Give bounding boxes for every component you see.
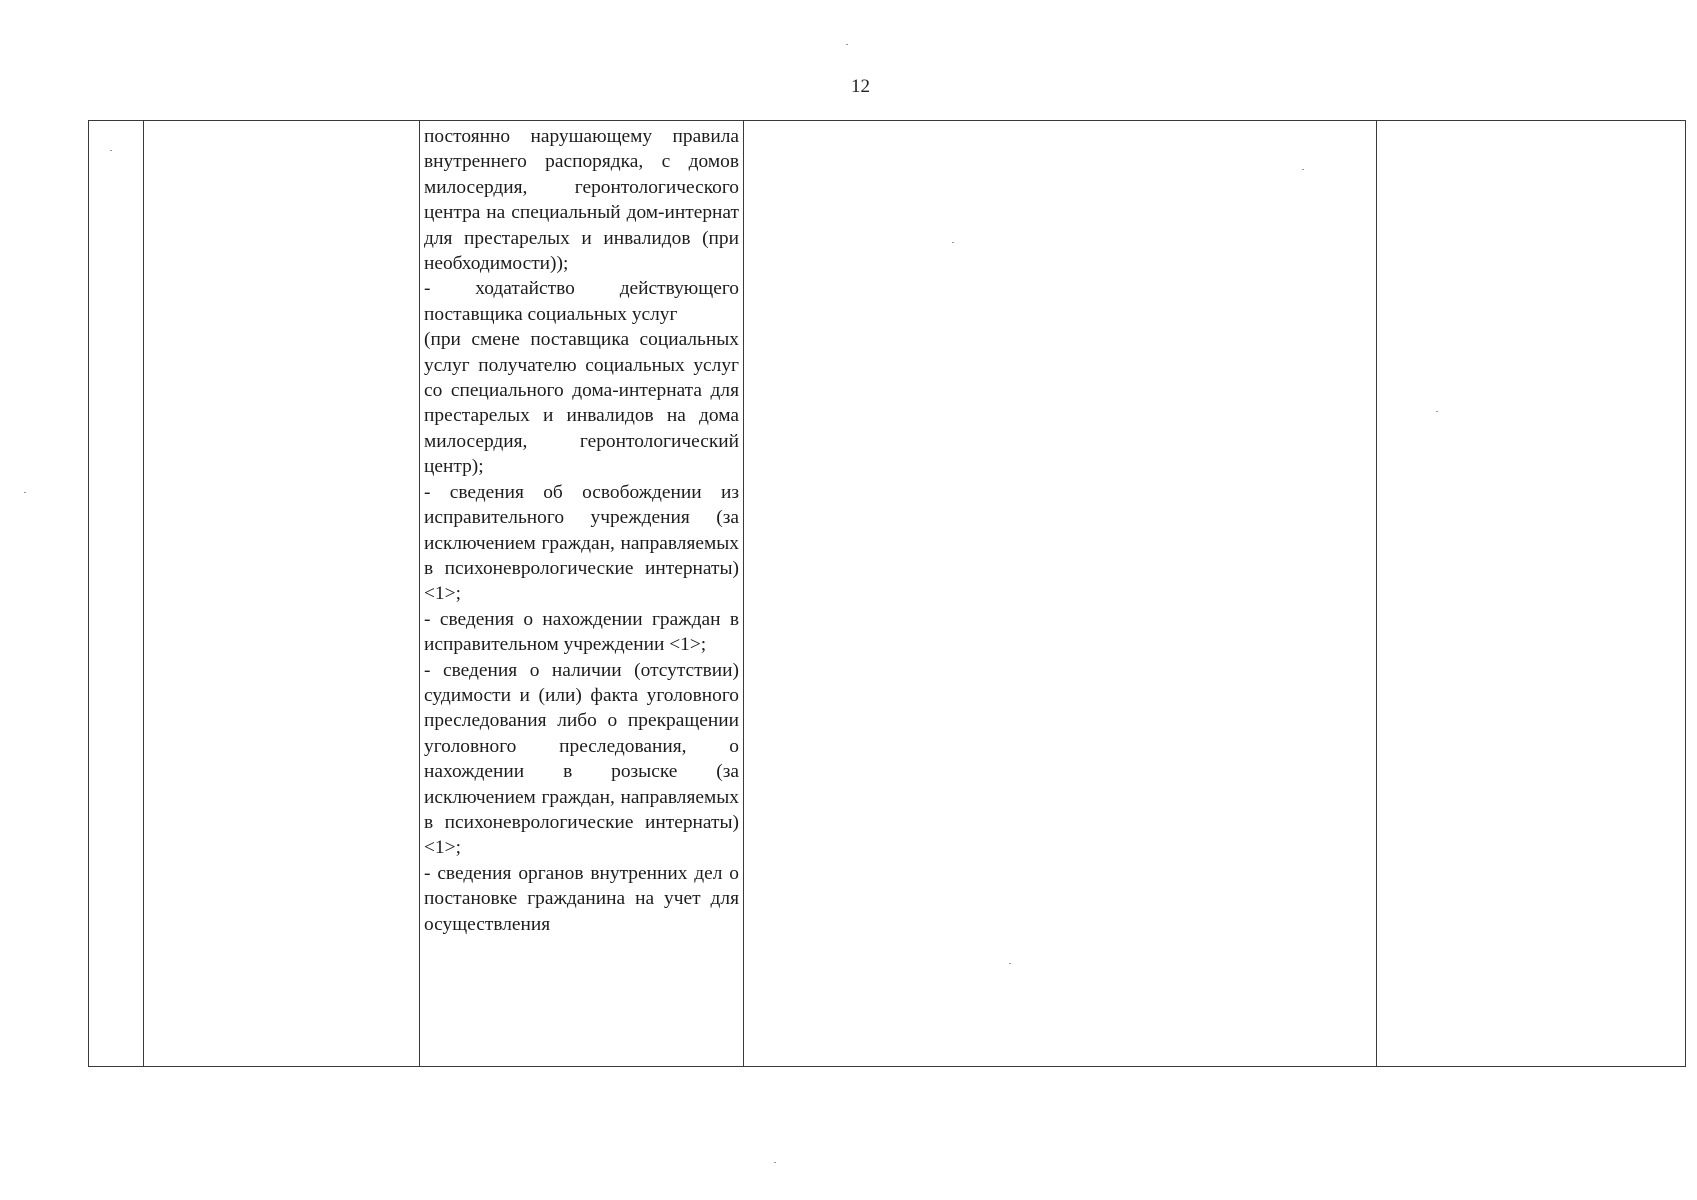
table-cell-number	[89, 121, 144, 1067]
list-item: - сведения о нахождении граждан в исправительном учреждении <1>;	[424, 608, 739, 656]
scan-speck	[846, 44, 848, 45]
document-table	[88, 120, 1686, 1067]
list-item: - сведения органов внутренних дел о постановке гражданина на учет для осуществления	[424, 862, 739, 935]
scan-speck	[110, 150, 112, 151]
table-cell-documents	[420, 121, 744, 1067]
table-cell-notes	[1377, 121, 1686, 1067]
list-item: (при смене поставщика социальных услуг получателю социальных услуг со специального дома-интерната для престарелых и инвалидов на дома милосердия, геронтологический центр);	[424, 329, 739, 478]
scan-speck	[1302, 169, 1304, 170]
list-item: - сведения о наличии (отсутствии) судимости и (или) факта уголовного преследования либо о прекращении уголовного преследования, о нахождении в розыске (за исключением граждан, направляемых в психоневрологические интернаты) <1>;	[424, 659, 739, 859]
scan-speck	[24, 492, 26, 493]
table-cell-service	[144, 121, 420, 1067]
documents-list	[420, 121, 743, 937]
scan-speck	[1009, 963, 1011, 964]
page-number: 12	[851, 76, 870, 97]
table-cell-procedure	[744, 121, 1377, 1067]
scan-speck	[774, 1162, 776, 1163]
list-item: постоянно нарушающему правила внутреннего распорядка, с домов милосердия, геронтологического центра на специальный дом-интернат для престарелых и инвалидов (при необходимости));	[424, 126, 739, 275]
table-row	[89, 121, 1686, 1067]
list-item: - ходатайство действующего поставщика социальных услуг	[424, 278, 739, 325]
list-item: - сведения об освобождении из исправительного учреждения (за исключением граждан, направляемых в психоневрологические интернаты) <1>;	[424, 481, 739, 605]
scan-speck	[1436, 411, 1438, 412]
scan-speck	[952, 242, 954, 243]
